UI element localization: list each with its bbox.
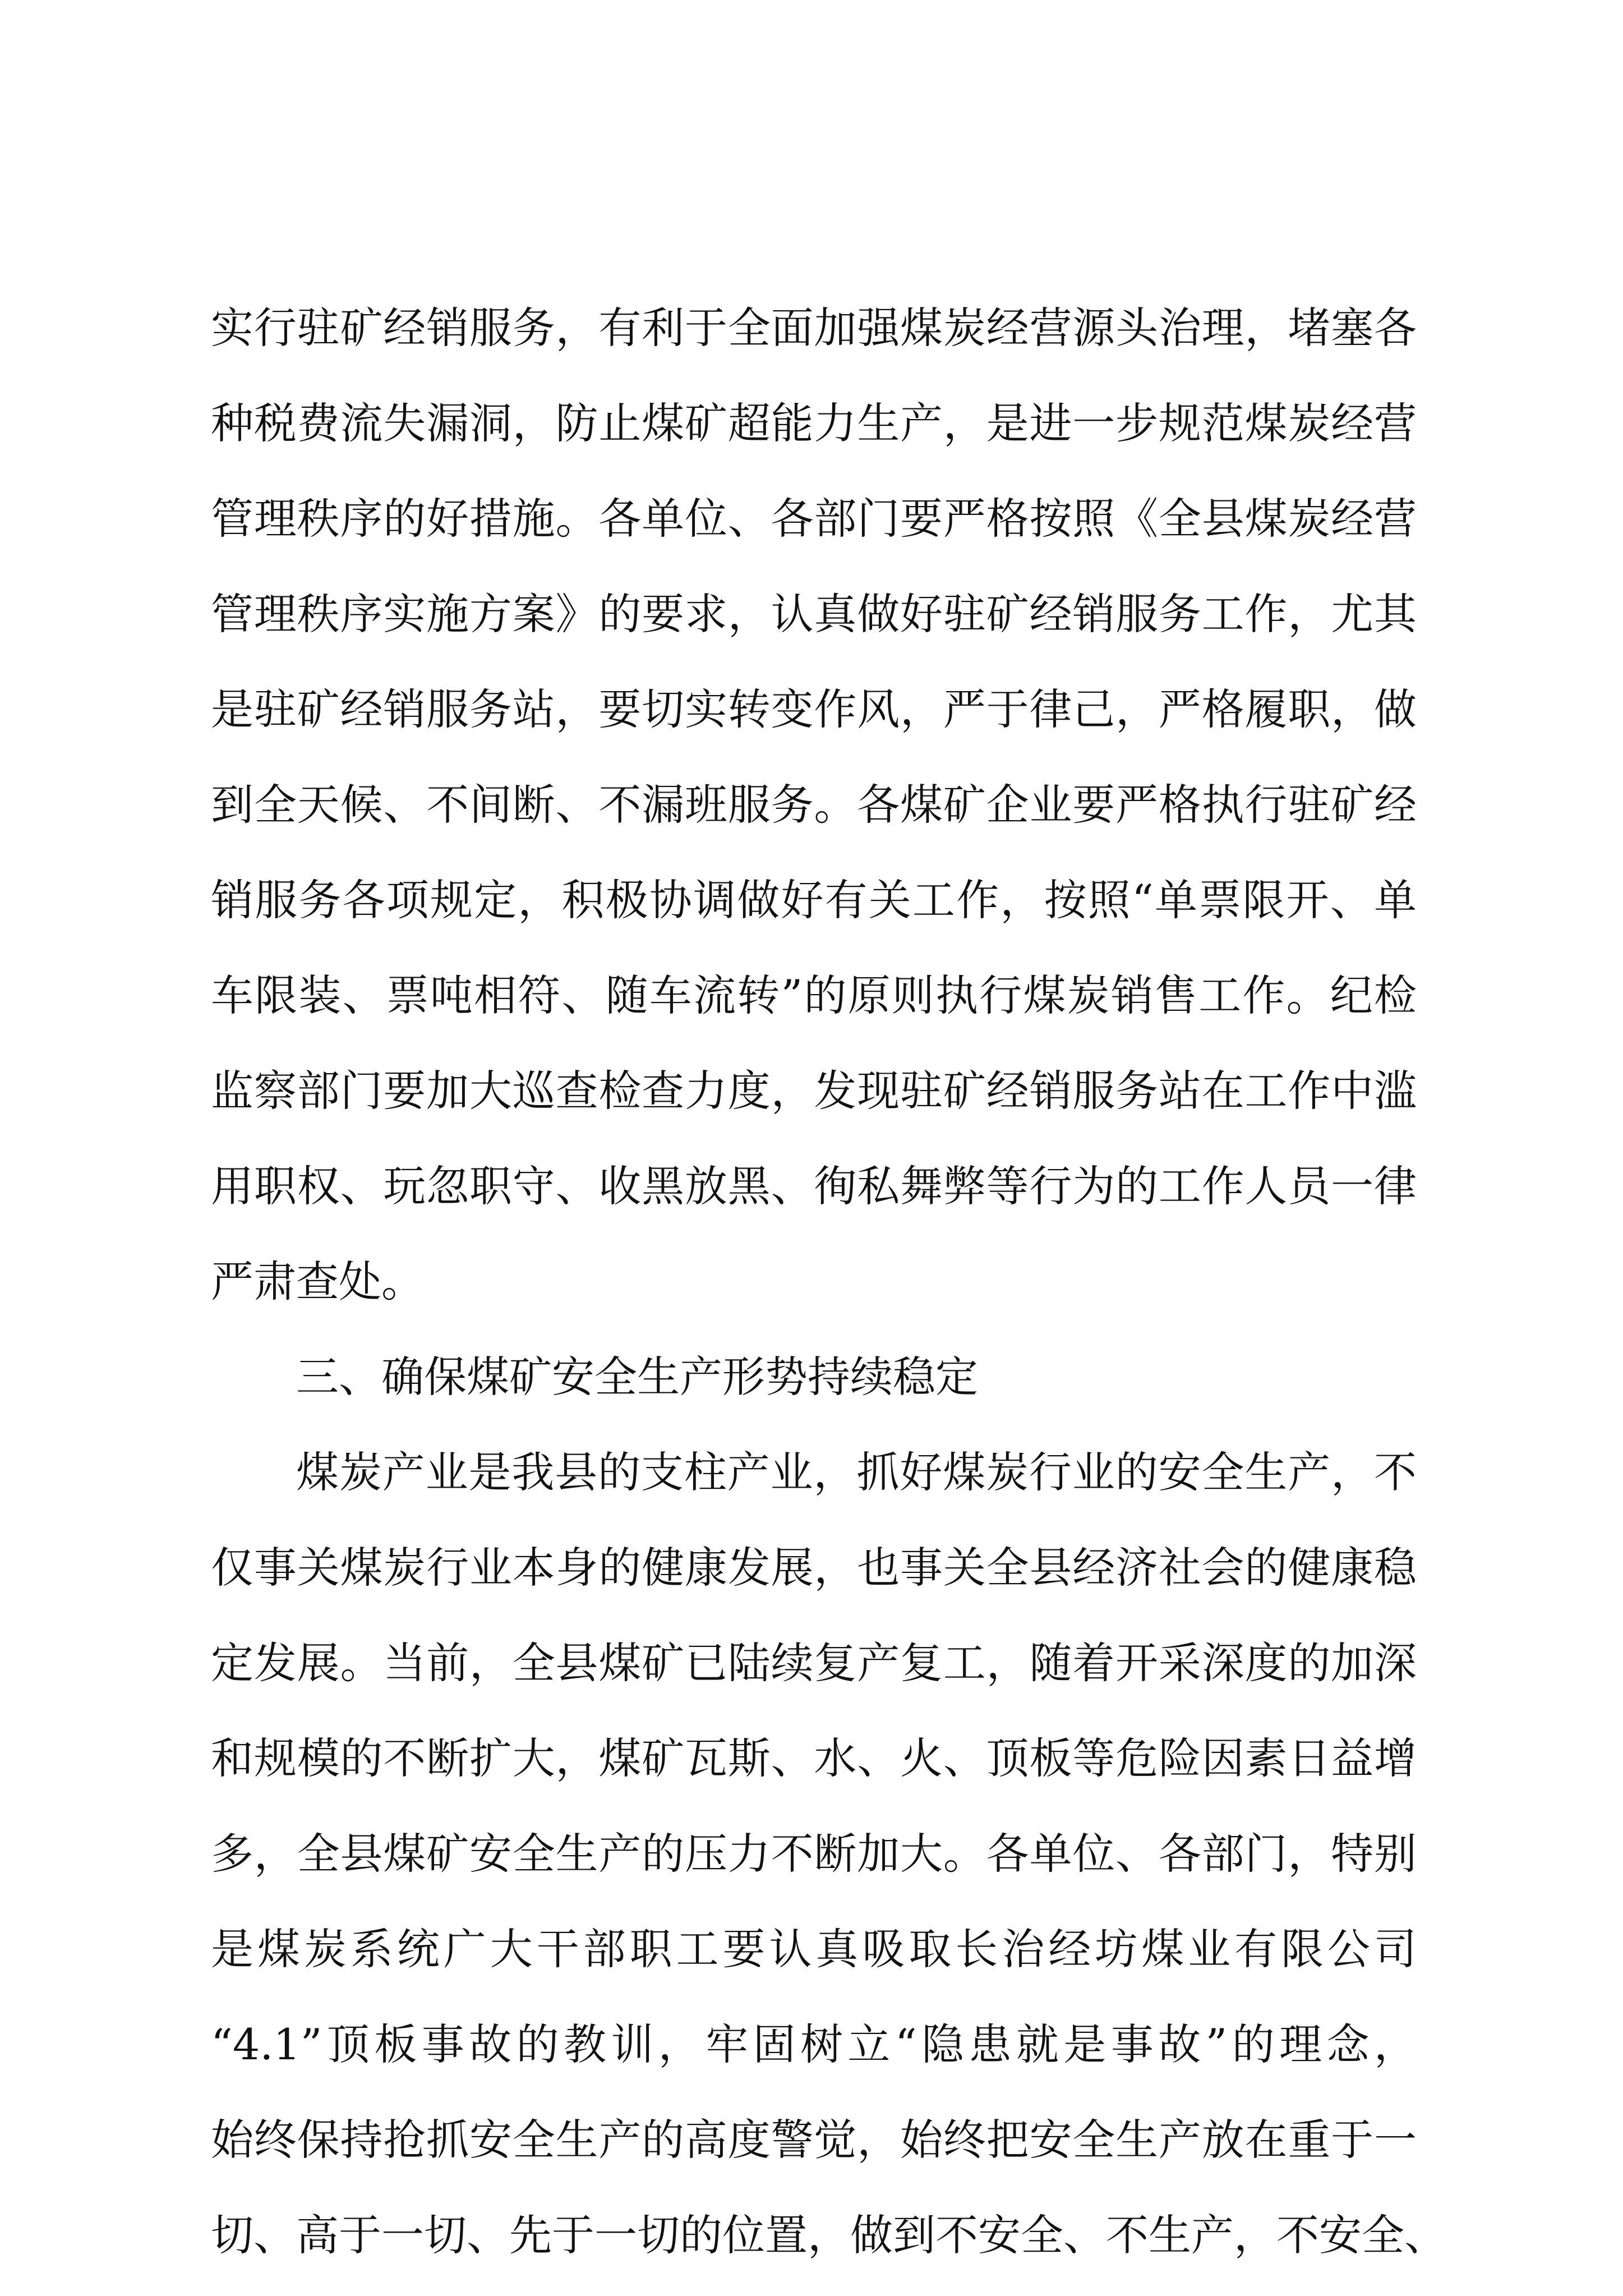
text-line-17: 多，全县煤矿安全生产的压力不断加大。各单位、各部门，特别 — [211, 1829, 1417, 1879]
text-line-4: 管理秩序实施方案》的要求，认真做好驻矿经销服务工作，尤其 — [211, 589, 1417, 639]
text-line-7: 销服务各项规定，积极协调做好有关工作，按照“单票限开、单 — [211, 875, 1417, 925]
text-line-9: 监察部门要加大巡查检查力度，发现驻矿经销服务站在工作中滥 — [211, 1066, 1417, 1116]
text-line-8: 车限装、票吨相符、随车流转”的原则执行煤炭销售工作。纪检 — [211, 970, 1417, 1020]
text-line-11: 严肃查处。 — [211, 1257, 424, 1306]
text-line-1: 实行驻矿经销服务，有利于全面加强煤炭经营源头治理，堵塞各 — [211, 303, 1417, 353]
section-heading: 三、确保煤矿安全生产形势持续稳定 — [296, 1352, 978, 1402]
text-line-20: 始终保持抢抓安全生产的高度警觉，始终把安全生产放在重于一 — [211, 2115, 1417, 2165]
text-line-21: 切、高于一切、先于一切的位置，做到不安全、不生产，不安全、 — [211, 2210, 1447, 2260]
text-line-5: 是驻矿经销服务站，要切实转变作风，严于律己，严格履职，做 — [211, 684, 1417, 734]
text-line-10: 用职权、玩忽职守、收黑放黑、徇私舞弊等行为的工作人员一律 — [211, 1161, 1417, 1211]
text-line-2: 种税费流失漏洞，防止煤矿超能力生产，是进一步规范煤炭经营 — [211, 398, 1417, 448]
text-line-13: 煤炭产业是我县的支柱产业，抓好煤炭行业的安全生产，不 — [296, 1447, 1417, 1497]
text-line-15: 定发展。当前，全县煤矿已陆续复产复工，随着开采深度的加深 — [211, 1638, 1417, 1688]
text-line-18: 是煤炭系统广大干部职工要认真吸取长治经坊煤业有限公司 — [211, 1924, 1417, 1974]
text-line-3: 管理秩序的好措施。各单位、各部门要严格按照《全县煤炭经营 — [211, 494, 1417, 544]
text-line-6: 到全天候、不间断、不漏班服务。各煤矿企业要严格执行驻矿经 — [211, 780, 1417, 830]
text-line-16: 和规模的不断扩大，煤矿瓦斯、水、火、顶板等危险因素日益增 — [211, 1733, 1417, 1783]
text-line-14: 仅事关煤炭行业本身的健康发展，也事关全县经济社会的健康稳 — [211, 1543, 1417, 1593]
text-line-19: “4.1”顶板事故的教训，牢固树立“隐患就是事故”的理念， — [211, 2019, 1417, 2069]
